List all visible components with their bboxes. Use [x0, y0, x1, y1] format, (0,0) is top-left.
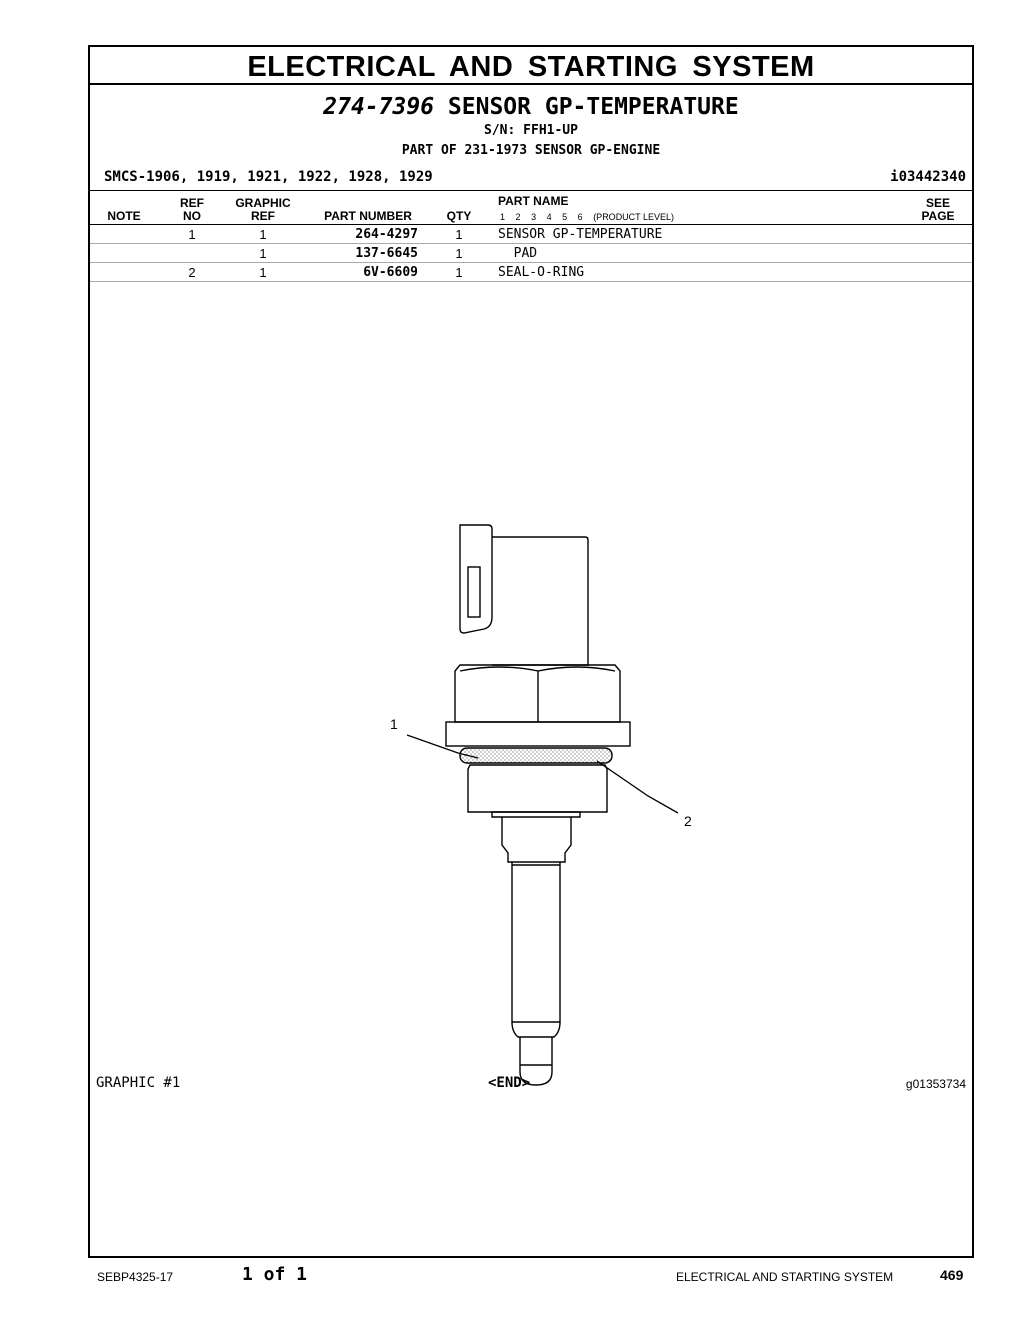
- level-5: 5: [562, 212, 568, 222]
- row-part-number: 6V-6609: [363, 265, 418, 280]
- connector-body: [492, 537, 588, 665]
- serial-number: S/N: FFH1-UP: [484, 123, 578, 138]
- flange: [446, 722, 630, 746]
- level-2: 2: [515, 212, 521, 222]
- neck: [502, 817, 571, 862]
- callout-2: 2: [684, 813, 692, 829]
- level-1: 1: [500, 212, 506, 222]
- group-title: [90, 93, 972, 121]
- level-3: 3: [531, 212, 537, 222]
- group-part-number: 274-7396: [323, 94, 435, 120]
- row-graphic-ref: 1: [259, 227, 267, 242]
- sensor-drawing: [360, 467, 740, 1097]
- probe-shaft: [512, 862, 560, 1022]
- col-see-page-line2: PAGE: [921, 209, 955, 223]
- row-part-number: 264-4297: [355, 227, 418, 242]
- smcs-codes: SMCS-1906, 1919, 1921, 1922, 1928, 1929: [104, 169, 433, 185]
- row-qty: 1: [455, 246, 463, 261]
- row-graphic-ref: 1: [259, 265, 267, 280]
- o-ring: [460, 748, 612, 763]
- col-graphic-ref-line1: GRAPHIC: [235, 196, 291, 210]
- level-4: 4: [546, 212, 552, 222]
- row-qty: 1: [455, 265, 463, 280]
- graphic-label: GRAPHIC #1: [96, 1075, 181, 1091]
- col-see-page-line1: SEE: [925, 196, 950, 210]
- col-part-number: PART NUMBER: [324, 209, 412, 223]
- graphic-id: g01353734: [905, 1077, 966, 1091]
- col-ref-no-line2: NO: [183, 209, 201, 223]
- threaded-body: [468, 765, 607, 812]
- row-part-name: SENSOR GP-TEMPERATURE: [498, 227, 663, 242]
- col-see-page: [916, 197, 960, 223]
- product-levels: [500, 212, 682, 222]
- leader-line-2: [597, 761, 678, 813]
- col-ref-no-line1: REF: [180, 196, 204, 210]
- col-graphic-ref-line2: REF: [251, 209, 275, 223]
- header-top-rule: [90, 190, 972, 191]
- footer-doc-number: SEBP4325-17: [97, 1270, 174, 1284]
- table-row: [90, 244, 972, 263]
- level-6: 6: [577, 212, 583, 222]
- row-part-number: 137-6645: [355, 246, 418, 261]
- row-part-name: SEAL-O-RING: [498, 265, 585, 280]
- end-label: <END>: [488, 1075, 531, 1091]
- table-row: [90, 225, 972, 244]
- footer-section: ELECTRICAL AND STARTING SYSTEM: [676, 1270, 894, 1284]
- col-ref-no: [176, 197, 208, 223]
- page-frame: [88, 45, 974, 1258]
- row-qty: 1: [455, 227, 463, 242]
- group-name: SENSOR GP-TEMPERATURE: [447, 94, 739, 120]
- col-note: NOTE: [107, 209, 141, 223]
- col-qty: QTY: [446, 209, 472, 223]
- row-ref-no: 1: [188, 227, 196, 242]
- col-graphic-ref: [230, 197, 296, 223]
- part-of: PART OF 231-1973 SENSOR GP-ENGINE: [401, 143, 661, 158]
- row-ref-no: 2: [188, 265, 196, 280]
- section-title: ELECTRICAL AND STARTING SYSTEM: [90, 47, 972, 85]
- footer-page-count: 1 of 1: [242, 1264, 308, 1285]
- footer-page-number: 469: [940, 1267, 964, 1283]
- level-label: (PRODUCT LEVEL): [593, 212, 675, 222]
- callout-1: 1: [390, 716, 398, 732]
- document-identifier: i03442340: [890, 169, 966, 185]
- col-part-name: PART NAME: [498, 194, 569, 208]
- latch-slot: [468, 567, 480, 617]
- table-row: [90, 263, 972, 282]
- row-graphic-ref: 1: [259, 246, 267, 261]
- row-part-name: PAD: [498, 246, 538, 261]
